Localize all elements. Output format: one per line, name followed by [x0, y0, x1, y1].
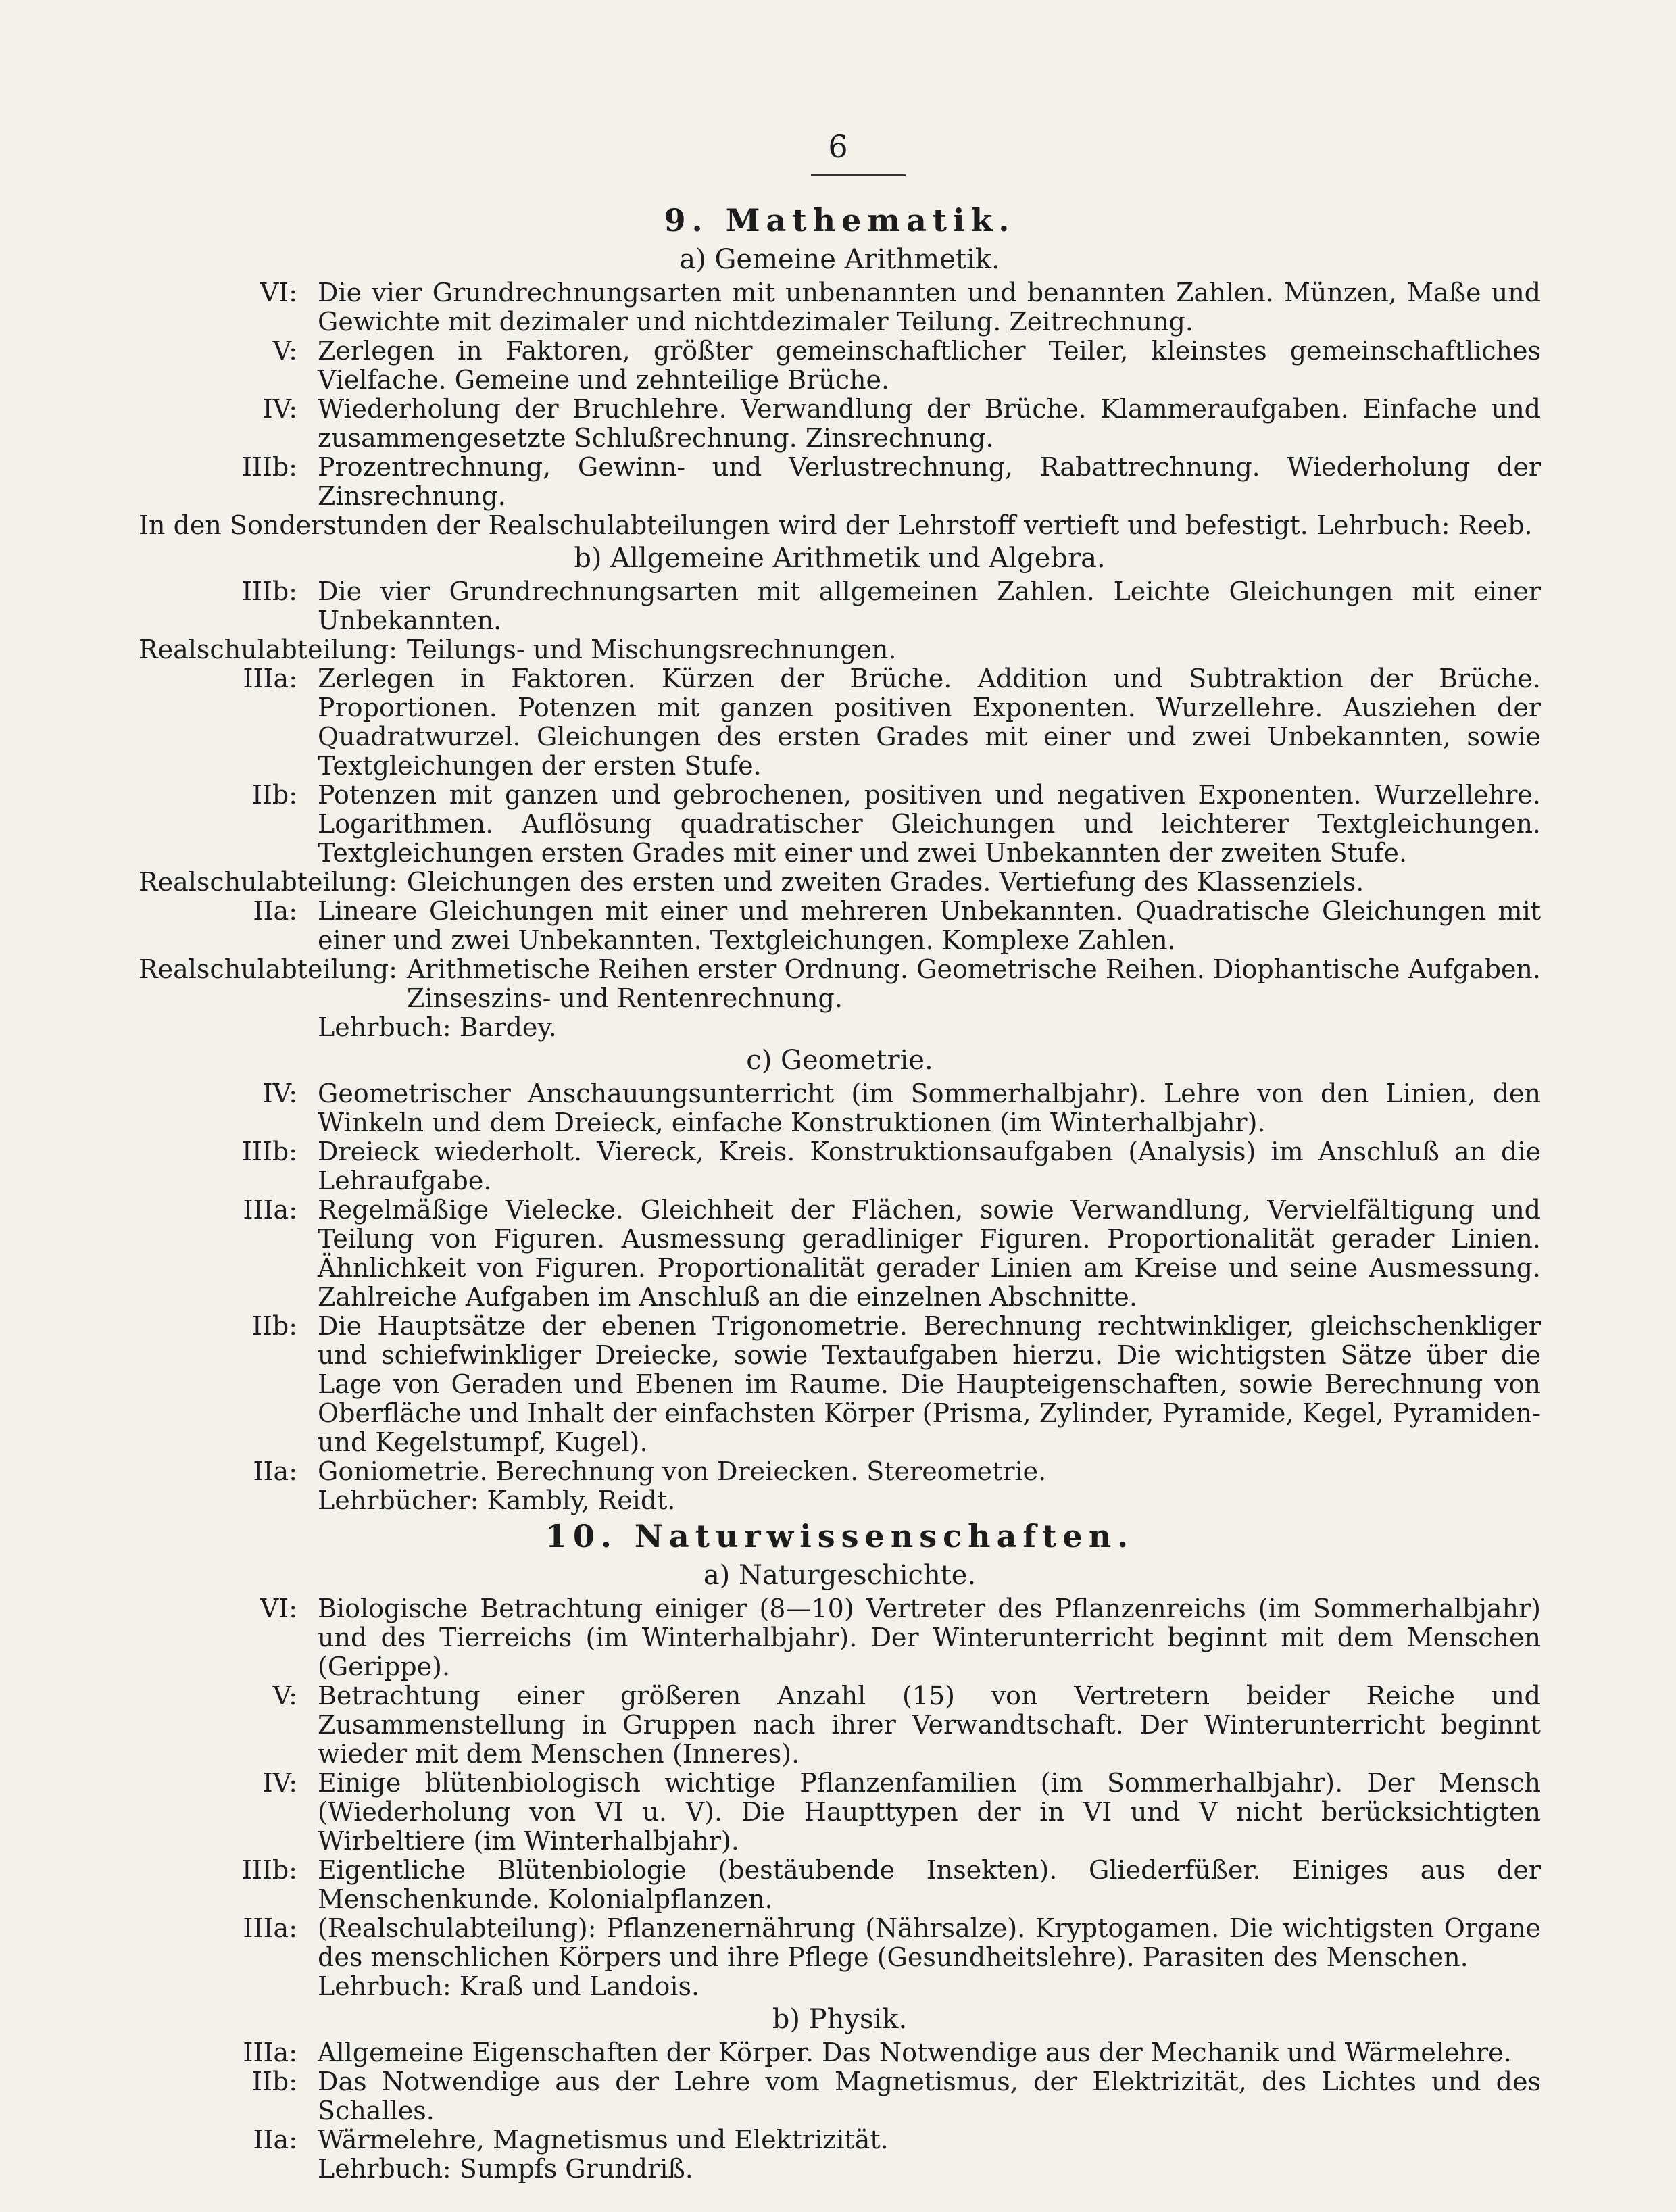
section-title-naturwissenschaften: 10. Naturwissenschaften. — [545, 1518, 1135, 1554]
page-content — [139, 199, 1541, 2184]
entry-text: Teilungs- und Mischungsrechnungen. — [406, 635, 897, 664]
entry-text: Einige blütenbiologisch wichtige Pflanzenfamilien (im Sommerhalbjahr). Der Mensch (Wiederholung von VI u. V). Die Haupttypen der in VI und V nicht berücksichtigten Wirbeltiere (im Winterhalbjahr). — [318, 1768, 1541, 1856]
entry-text: Arithmetische Reihen erster Ordnung. Geometrische Reihen. Diophantische Aufgaben. Zinseszins- und Rentenrechnung. — [406, 954, 1541, 1013]
entry-phys-iiia — [139, 2038, 1541, 2067]
entry-text: Wärmelehre, Magnetismus und Elektrizität. — [318, 2125, 889, 2155]
entry-algebra-realschul-3 — [139, 955, 1541, 1013]
entry-text: Zerlegen in Faktoren. Kürzen der Brüche. Addition und Subtraktion der Brüche. Proportionen. Potenzen mit ganzen positiven Exponenten. Wurzellehre. Ausziehen der Quadratwurzel. Gleichungen des ersten Grades mit einer und zwei Unbekannten, sowie Textgleichungen der ersten Stufe. — [318, 664, 1541, 781]
class-label: V: — [272, 336, 297, 366]
entry-text: Prozentrechnung, Gewinn- und Verlustrechnung, Rabattrechnung. Wiederholung der Zinsrechnung. — [318, 452, 1541, 511]
entry-arith-v — [139, 337, 1541, 395]
entry-text: Wiederholung der Bruchlehre. Verwandlung der Brüche. Klammeraufgaben. Einfache und zusammengesetzte Schlußrechnung. Zinsrechnung. — [318, 394, 1541, 453]
entry-text: Dreieck wiederholt. Viereck, Kreis. Konstruktionsaufgaben (Analysis) im Anschluß an die Lehraufgabe. — [318, 1137, 1541, 1196]
entry-nat-vi — [139, 1594, 1541, 1681]
arith-note: In den Sonderstunden der Realschulabteilungen wird der Lehrstoff vertieft und befestigt. Lehrbuch: Reeb. — [139, 510, 1533, 540]
entry-phys-iia — [139, 2125, 1541, 2155]
entry-algebra-iiib — [139, 577, 1541, 635]
class-label: IV: — [262, 394, 297, 424]
class-label: IIIa: — [243, 1913, 297, 1943]
class-label: IIb: — [251, 1311, 297, 1341]
entry-geo-iv — [139, 1079, 1541, 1137]
entry-nat-iiia — [139, 1914, 1541, 1972]
entry-text: Regelmäßige Vielecke. Gleichheit der Flächen, sowie Verwandlung, Vervielfältigung und Teilung von Figuren. Ausmessung geradliniger Figuren. Proportionalität gerader Linien. Ähnlichkeit von Figuren. Proportionalität gerader Linien am Kreise und seine Ausmessung. Zahlreiche Aufgaben im Anschluß an die einzelnen Abschnitte. — [318, 1195, 1541, 1312]
class-label: Realschulabteilung: — [139, 954, 397, 984]
class-label: Realschulabteilung: — [139, 867, 397, 897]
entry-arith-vi — [139, 278, 1541, 337]
entry-text: Biologische Betrachtung einiger (8—10) Vertreter des Pflanzenreichs (im Sommerhalbjahr) und des Tierreichs (im Winterhalbjahr). Der Winterunterricht beginnt mit dem Menschen (Gerippe). — [318, 1594, 1541, 1681]
entry-algebra-realschul-2 — [139, 868, 1541, 897]
entry-geo-iia — [139, 1457, 1541, 1486]
class-label: IIb: — [251, 2067, 297, 2096]
class-label: IIIb: — [241, 1855, 297, 1885]
entry-text: Die Hauptsätze der ebenen Trigonometrie. Berechnung rechtwinkliger, gleichschenkliger und schiefwinkliger Dreiecke, sowie Textaufgaben hierzu. Die wichtigsten Sätze über die Lage von Geraden und Ebenen im Raume. Die Haupteigenschaften, sowie Berechnung von Oberfläche und Inhalt der einfachsten Körper (Prisma, Zylinder, Pyramide, Kegel, Pyramiden- und Kegelstumpf, Kugel). — [318, 1311, 1541, 1457]
class-label: IIIa: — [243, 2038, 297, 2067]
entry-text: (Realschulabteilung): Pflanzenernährung (Nährsalze). Kryptogamen. Die wichtigsten Organe des menschlichen Körpers und ihre Pflege (Gesundheitslehre). Parasiten des Menschen. — [318, 1913, 1541, 1972]
header-rule — [811, 174, 906, 176]
class-label: VI: — [260, 278, 297, 308]
section-title-mathematik: 9. Mathematik. — [664, 202, 1016, 239]
page-number: 6 — [828, 128, 848, 165]
subsection-title-arithmetik: a) Gemeine Arithmetik. — [679, 244, 1000, 275]
entry-text: Allgemeine Eigenschaften der Körper. Das Notwendige aus der Mechanik und Wärmelehre. — [318, 2038, 1512, 2067]
class-label: IIb: — [251, 780, 297, 810]
subsection-title-geometrie: c) Geometrie. — [746, 1045, 933, 1076]
class-label: IIa: — [253, 896, 297, 926]
entry-phys-iib — [139, 2067, 1541, 2125]
class-label: IIa: — [253, 2125, 297, 2155]
entry-arith-iv — [139, 395, 1541, 453]
class-label: IV: — [262, 1079, 297, 1108]
entry-text: Das Notwendige aus der Lehre vom Magnetismus, der Elektrizität, des Lichtes und des Schalles. — [318, 2067, 1541, 2125]
algebra-textbook: Lehrbuch: Bardey. — [318, 1012, 557, 1042]
physik-textbook: Lehrbuch: Sumpfs Grundriß. — [318, 2154, 693, 2184]
entry-nat-iv — [139, 1769, 1541, 1856]
entry-algebra-realschul-1 — [139, 635, 1541, 664]
class-label: IIIa: — [243, 1195, 297, 1225]
class-label: IIIa: — [243, 664, 297, 693]
entry-arith-iiib — [139, 453, 1541, 511]
geometry-textbooks: Lehrbücher: Kambly, Reidt. — [318, 1485, 676, 1515]
entry-algebra-iib — [139, 781, 1541, 868]
entry-geo-iiib — [139, 1137, 1541, 1196]
class-label: Realschulabteilung: — [139, 635, 397, 664]
class-label: IIIb: — [241, 452, 297, 482]
entry-text: Eigentliche Blütenbiologie (bestäubende Insekten). Gliederfüßer. Einiges aus der Menschenkunde. Kolonialpflanzen. — [318, 1855, 1541, 1914]
class-label: IIa: — [253, 1456, 297, 1486]
entry-algebra-iiia — [139, 664, 1541, 781]
class-label: IIIb: — [241, 576, 297, 606]
entry-text: Gleichungen des ersten und zweiten Grades. Vertiefung des Klassenziels. — [406, 867, 1364, 897]
entry-text: Betrachtung einer größeren Anzahl (15) von Vertretern beider Reiche und Zusammenstellung in Gruppen nach ihrer Verwandtschaft. Der Winterunterricht beginnt wieder mit dem Menschen (Inneres). — [318, 1681, 1541, 1769]
entry-text: Goniometrie. Berechnung von Dreiecken. Stereometrie. — [318, 1456, 1047, 1486]
entry-text: Zerlegen in Faktoren, größter gemeinschaftlicher Teiler, kleinstes gemeinschaftliches Vielfache. Gemeine und zehnteilige Brüche. — [318, 336, 1541, 395]
entry-text: Die vier Grundrechnungsarten mit allgemeinen Zahlen. Leichte Gleichungen mit einer Unbekannten. — [318, 576, 1541, 635]
entry-text: Geometrischer Anschauungsunterricht (im Sommerhalbjahr). Lehre von den Linien, den Winkeln und dem Dreieck, einfache Konstruktionen (im Winterhalbjahr). — [318, 1079, 1541, 1137]
subsection-title-algebra: b) Allgemeine Arithmetik und Algebra. — [574, 543, 1106, 574]
entry-geo-iiia — [139, 1196, 1541, 1312]
entry-geo-iib — [139, 1312, 1541, 1457]
class-label: V: — [272, 1681, 297, 1711]
entry-algebra-iia — [139, 897, 1541, 955]
entry-text: Die vier Grundrechnungsarten mit unbenannten und benannten Zahlen. Münzen, Maße und Gewichte mit dezimaler und nichtdezimaler Teilung. Zeitrechnung. — [318, 278, 1541, 337]
entry-text: Potenzen mit ganzen und gebrochenen, positiven und negativen Exponenten. Wurzellehre. Logarithmen. Auflösung quadratischer Gleichungen und leichterer Textgleichungen. Textgleichungen ersten Grades mit einer und zwei Unbekannten der zweiten Stufe. — [318, 780, 1541, 868]
subsection-title-physik: b) Physik. — [772, 2004, 908, 2035]
entry-nat-iiib — [139, 1856, 1541, 1914]
entry-text: Lineare Gleichungen mit einer und mehreren Unbekannten. Quadratische Gleichungen mit einer und zwei Unbekannten. Textgleichungen. Komplexe Zahlen. — [318, 896, 1541, 955]
class-label: VI: — [260, 1594, 297, 1623]
class-label: IIIb: — [241, 1137, 297, 1166]
class-label: IV: — [262, 1768, 297, 1798]
entry-nat-v — [139, 1681, 1541, 1769]
subsection-title-naturgeschichte: a) Naturgeschichte. — [703, 1560, 977, 1591]
naturgeschichte-textbook: Lehrbuch: Kraß und Landois. — [318, 1971, 700, 2001]
